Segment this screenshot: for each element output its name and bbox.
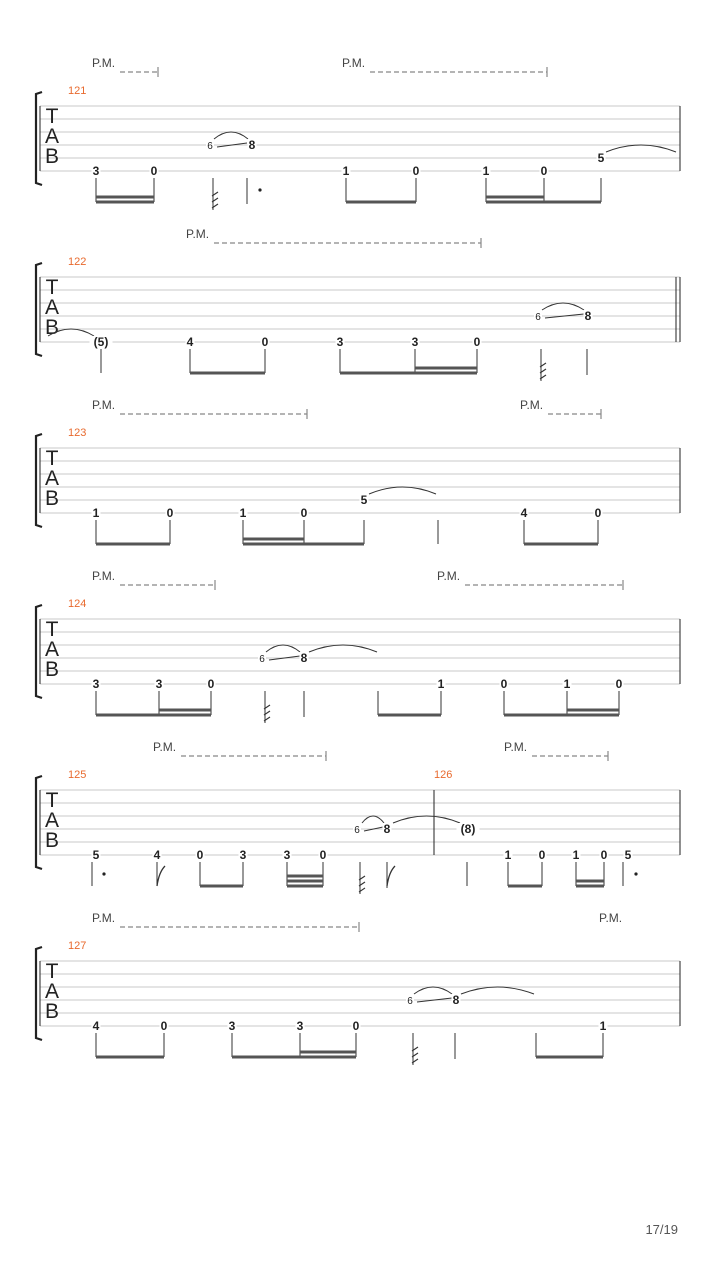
fret-number: 0	[615, 677, 623, 691]
tie-arc	[461, 987, 534, 994]
tab-clef-letter: T	[45, 105, 59, 128]
tab-system-4	[36, 569, 680, 723]
palm-mute-label: P.M.	[437, 569, 461, 583]
fret-number: 0	[300, 506, 308, 520]
fret-number: 3	[296, 1019, 304, 1033]
palm-mute-label: P.M.	[599, 911, 623, 925]
fret-number: 6	[207, 141, 213, 152]
note-flag	[387, 866, 395, 886]
palm-mute-label: P.M.	[92, 56, 116, 70]
page-indicator: 17/19	[645, 1222, 678, 1237]
tie-arc	[309, 645, 377, 652]
fret-number: 3	[92, 164, 100, 178]
fret-number: 0	[600, 848, 608, 862]
fret-number: 1	[599, 1019, 607, 1033]
fret-number: 0	[207, 677, 215, 691]
fret-number: 6	[354, 825, 360, 836]
fret-number: 3	[92, 677, 100, 691]
tab-clef-letter: B	[44, 829, 60, 852]
palm-mute-label: P.M.	[504, 740, 528, 754]
tab-system-6	[36, 911, 680, 1065]
fret-number: 4	[520, 506, 528, 520]
fret-number: 0	[412, 164, 420, 178]
fret-number: 0	[166, 506, 174, 520]
fret-number: 0	[500, 677, 508, 691]
tie-arc	[266, 645, 300, 652]
tie-arc	[214, 132, 248, 139]
fret-number: 8	[248, 138, 256, 152]
tab-clef-letter: T	[45, 447, 59, 470]
tie-arc	[414, 987, 452, 994]
fret-number: 3	[228, 1019, 236, 1033]
tie-arc	[393, 816, 460, 823]
fret-number: 4	[153, 848, 161, 862]
palm-mute-label: P.M.	[520, 398, 544, 412]
measure-number: 121	[68, 85, 87, 97]
fret-number: 4	[186, 335, 194, 349]
palm-mute-label: P.M.	[92, 569, 116, 583]
fret-number: 1	[482, 164, 490, 178]
tab-system-2	[36, 227, 680, 381]
palm-mute-label: P.M.	[92, 911, 116, 925]
fret-number: 3	[336, 335, 344, 349]
tab-clef-letter: T	[45, 276, 59, 299]
fret-number: 5	[360, 493, 368, 507]
tab-clef-letter: B	[44, 487, 60, 510]
rhythm-dot	[258, 188, 261, 191]
fret-number: 5	[92, 848, 100, 862]
tab-clef-letter: T	[45, 789, 59, 812]
fret-number: 1	[239, 506, 247, 520]
fret-number: 0	[538, 848, 546, 862]
fret-number: 4	[92, 1019, 100, 1033]
fret-number: 8	[383, 822, 391, 836]
tab-clef-letter: A	[44, 467, 60, 490]
measure-number: 124	[68, 598, 87, 610]
fret-number: 1	[572, 848, 580, 862]
tab-clef-letter: T	[45, 960, 59, 983]
fret-number: 3	[411, 335, 419, 349]
tab-clef-letter: B	[44, 1000, 60, 1023]
fret-number: 1	[504, 848, 512, 862]
tab-clef-letter: A	[44, 638, 60, 661]
fret-number: 0	[150, 164, 158, 178]
palm-mute-label: P.M.	[342, 56, 366, 70]
tab-clef-letter: B	[44, 658, 60, 681]
tab-system-5	[36, 740, 680, 894]
tab-clef-letter: A	[44, 809, 60, 832]
measure-number: 127	[68, 940, 87, 952]
rhythm-dot	[102, 872, 105, 875]
fret-number: 0	[261, 335, 269, 349]
fret-number: 1	[437, 677, 445, 691]
measure-number: 122	[68, 256, 87, 268]
tie-arc	[542, 303, 584, 310]
tab-clef-letter: B	[44, 145, 60, 168]
fret-number: 5	[597, 151, 605, 165]
tie-arc	[606, 145, 676, 152]
fret-number: 0	[319, 848, 327, 862]
fret-number: 0	[160, 1019, 168, 1033]
fret-number: 3	[239, 848, 247, 862]
fret-number: (8)	[460, 822, 476, 836]
fret-number: 0	[540, 164, 548, 178]
fret-number: 3	[155, 677, 163, 691]
palm-mute-label: P.M.	[186, 227, 210, 241]
fret-number: 6	[535, 312, 541, 323]
fret-number: 0	[594, 506, 602, 520]
fret-number: 5	[624, 848, 632, 862]
tab-clef-letter: A	[44, 980, 60, 1003]
note-flag	[157, 866, 165, 886]
fret-number: 6	[407, 996, 413, 1007]
tie-arc	[369, 487, 436, 494]
fret-number: 8	[584, 309, 592, 323]
tab-clef-letter: B	[44, 316, 60, 339]
fret-number: 8	[300, 651, 308, 665]
palm-mute-label: P.M.	[153, 740, 177, 754]
fret-number: 1	[92, 506, 100, 520]
fret-number: 0	[196, 848, 204, 862]
tab-system-3	[36, 398, 680, 544]
tab-clef-letter: T	[45, 618, 59, 641]
fret-number: 0	[473, 335, 481, 349]
fret-number: 1	[342, 164, 350, 178]
fret-number: (5)	[93, 335, 109, 349]
measure-number: 125	[68, 769, 87, 781]
tab-system-1	[36, 56, 680, 210]
measure-number: 126	[434, 769, 453, 781]
measure-number: 123	[68, 427, 87, 439]
rhythm-dot	[634, 872, 637, 875]
palm-mute-label: P.M.	[92, 398, 116, 412]
fret-number: 1	[563, 677, 571, 691]
fret-number: 3	[283, 848, 291, 862]
fret-number: 6	[259, 654, 265, 665]
fret-number: 0	[352, 1019, 360, 1033]
tab-clef-letter: A	[44, 296, 60, 319]
fret-number: 8	[452, 993, 460, 1007]
tab-clef-letter: A	[44, 125, 60, 148]
tie-arc	[362, 816, 384, 823]
